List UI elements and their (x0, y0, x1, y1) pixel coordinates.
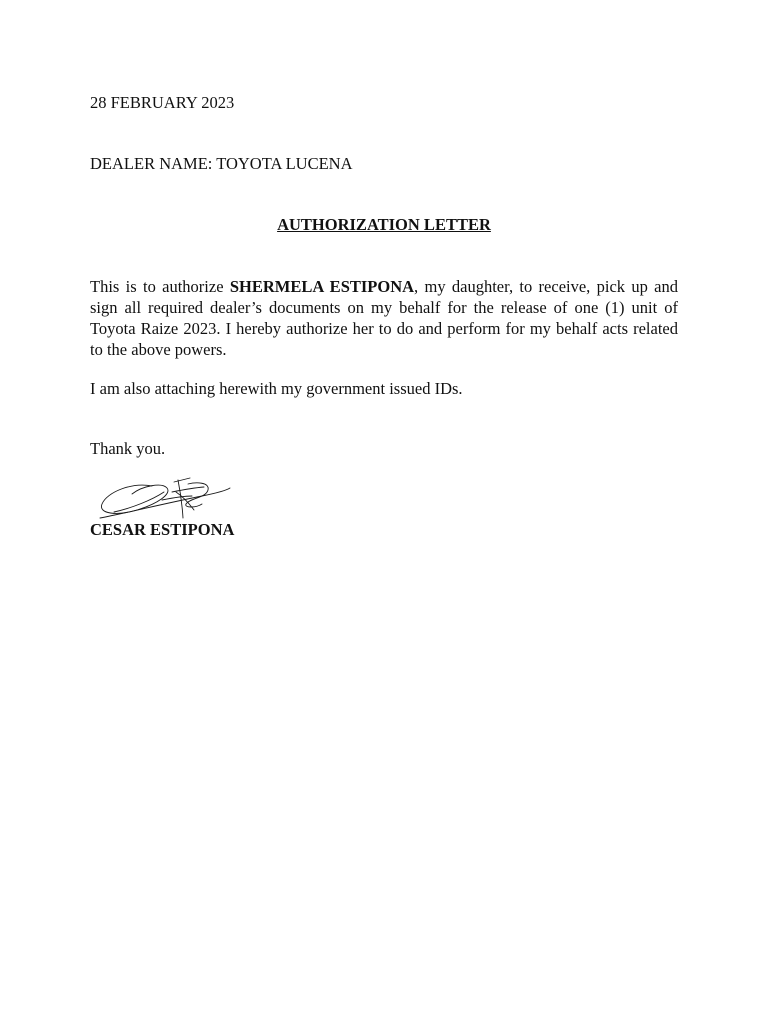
authorized-person-name: SHERMELA ESTIPONA (229, 277, 415, 296)
attachment-paragraph: I am also attaching herewith my government issued IDs. (90, 379, 463, 398)
body-intro: This is to authorize (90, 277, 230, 296)
letter-date: 28 FEBRUARY 2023 (90, 93, 235, 112)
closing-line: Thank you. (90, 439, 166, 458)
signer-name: CESAR ESTIPONA (90, 520, 235, 539)
body-rest: , my daughter, to receive, pick up and sign all required dealer’s documents on my behalf for the release of one (1) unit of Toyota Raize 2023. I hereby authorize her to do and perform for my behalf acts related to the above powers. (90, 277, 679, 359)
handwritten-signature (92, 474, 242, 524)
letter-title: AUTHORIZATION LETTER (277, 215, 491, 234)
authorization-paragraph (90, 276, 678, 360)
dealer-name-line: DEALER NAME: TOYOTA LUCENA (90, 154, 353, 173)
